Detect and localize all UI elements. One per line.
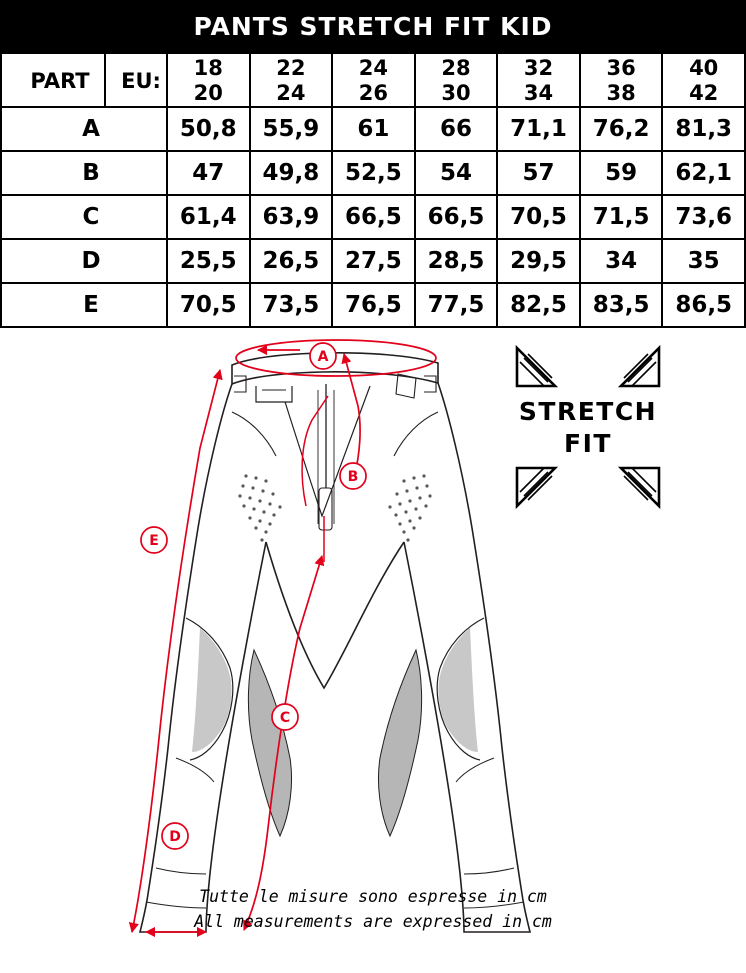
- cell-4-4: 82,5: [497, 283, 580, 327]
- cell-1-4: 57: [497, 151, 580, 195]
- cell-4-6: 86,5: [662, 283, 745, 327]
- header-eu: EU:: [105, 53, 167, 107]
- cell-2-1: 63,9: [250, 195, 333, 239]
- measure-label-c: [272, 704, 298, 730]
- pants-garment-drawing: [140, 353, 530, 932]
- cell-3-5: 34: [580, 239, 663, 283]
- page-title: PANTS STRETCH FIT KID: [193, 11, 553, 41]
- size-bottom-2: 26: [358, 81, 389, 105]
- table-row: [1, 107, 745, 151]
- belt-buckle: [256, 386, 292, 402]
- cell-0-6: 81,3: [662, 107, 745, 151]
- header-part: PART: [1, 53, 105, 107]
- measure-label-b-text: B: [347, 469, 359, 485]
- logo-arrow-top-left-icon: [517, 348, 555, 386]
- crotch-seam: [266, 542, 404, 688]
- right-pocket-detail: [396, 374, 416, 398]
- cell-3-3: 28,5: [415, 239, 498, 283]
- size-bottom-6: 42: [689, 81, 719, 105]
- cell-1-0: 47: [167, 151, 250, 195]
- cell-1-3: 54: [415, 151, 498, 195]
- cell-3-0: 25,5: [167, 239, 250, 283]
- measure-label-a: [310, 343, 336, 369]
- cell-2-6: 73,6: [662, 195, 745, 239]
- cell-2-2: 66,5: [332, 195, 415, 239]
- footer-notes: [0, 884, 746, 934]
- logo-arrow-top-right-icon: [621, 348, 659, 386]
- size-top-6: 40: [689, 56, 719, 80]
- cell-0-2: 61: [332, 107, 415, 151]
- table-header-row: [1, 53, 745, 107]
- cell-2-5: 71,5: [580, 195, 663, 239]
- pants-illustration-area: [0, 328, 746, 948]
- cell-0-4: 71,1: [497, 107, 580, 151]
- measure-label-e-text: E: [149, 533, 159, 549]
- pants-diagram-svg: [0, 328, 746, 948]
- logo-line-1: STRETCH: [518, 397, 658, 426]
- right-inner-gusset: [378, 650, 421, 836]
- cell-0-0: 50,8: [167, 107, 250, 151]
- header-size-5: [580, 53, 663, 107]
- measure-label-a-text: A: [317, 349, 329, 365]
- cell-4-2: 76,5: [332, 283, 415, 327]
- cell-0-5: 76,2: [580, 107, 663, 151]
- size-bottom-5: 38: [606, 81, 636, 105]
- measure-label-d: [162, 823, 188, 849]
- cell-2-4: 70,5: [497, 195, 580, 239]
- cell-4-1: 73,5: [250, 283, 333, 327]
- logo-arrow-bottom-left-icon: [517, 468, 555, 506]
- cell-3-6: 35: [662, 239, 745, 283]
- logo-line-2: FIT: [564, 429, 612, 458]
- cell-4-5: 83,5: [580, 283, 663, 327]
- cell-1-2: 52,5: [332, 151, 415, 195]
- row-part-4: E: [1, 283, 167, 327]
- stretch-fit-logo: [517, 348, 659, 506]
- measure-label-b: [340, 463, 366, 489]
- cell-0-1: 55,9: [250, 107, 333, 151]
- cell-1-1: 49,8: [250, 151, 333, 195]
- row-part-0: A: [1, 107, 167, 151]
- page-title-bar: [0, 0, 746, 52]
- measure-label-c-text: C: [279, 710, 291, 726]
- size-chart-table: [0, 52, 746, 328]
- header-size-6: [662, 53, 745, 107]
- row-part-1: B: [1, 151, 167, 195]
- row-part-2: C: [1, 195, 167, 239]
- cell-2-0: 61,4: [167, 195, 250, 239]
- size-top-2: 24: [358, 56, 389, 80]
- size-top-1: 22: [276, 56, 306, 80]
- table-row: [1, 239, 745, 283]
- header-size-1: [250, 53, 333, 107]
- row-part-3: D: [1, 239, 167, 283]
- header-size-0: [167, 53, 250, 107]
- footer-note-it: Tutte le misure sono espresse in cm: [199, 887, 547, 906]
- size-top-4: 32: [523, 56, 554, 80]
- logo-arrow-bottom-right-icon: [621, 468, 659, 506]
- size-top-3: 28: [441, 56, 471, 80]
- footer-note-en: All measurements are expressed in cm: [194, 912, 552, 931]
- table-row: [1, 283, 745, 327]
- size-bottom-4: 34: [523, 81, 554, 105]
- table-row: [1, 151, 745, 195]
- header-size-2: [332, 53, 415, 107]
- header-size-4: [497, 53, 580, 107]
- measure-label-e: [141, 527, 167, 553]
- cell-4-3: 77,5: [415, 283, 498, 327]
- size-bottom-1: 24: [276, 81, 306, 105]
- size-top-0: 18: [193, 56, 223, 80]
- size-bottom-3: 30: [441, 81, 471, 105]
- table-body: [1, 53, 745, 327]
- cell-3-1: 26,5: [250, 239, 333, 283]
- cell-3-2: 27,5: [332, 239, 415, 283]
- cell-1-5: 59: [580, 151, 663, 195]
- cell-2-3: 66,5: [415, 195, 498, 239]
- header-size-3: [415, 53, 498, 107]
- measure-label-d-text: D: [169, 829, 181, 845]
- size-top-5: 36: [606, 56, 636, 80]
- cell-3-4: 29,5: [497, 239, 580, 283]
- size-bottom-0: 20: [193, 81, 223, 105]
- cell-0-3: 66: [415, 107, 498, 151]
- cell-4-0: 70,5: [167, 283, 250, 327]
- cell-1-6: 62,1: [662, 151, 745, 195]
- table-row: [1, 195, 745, 239]
